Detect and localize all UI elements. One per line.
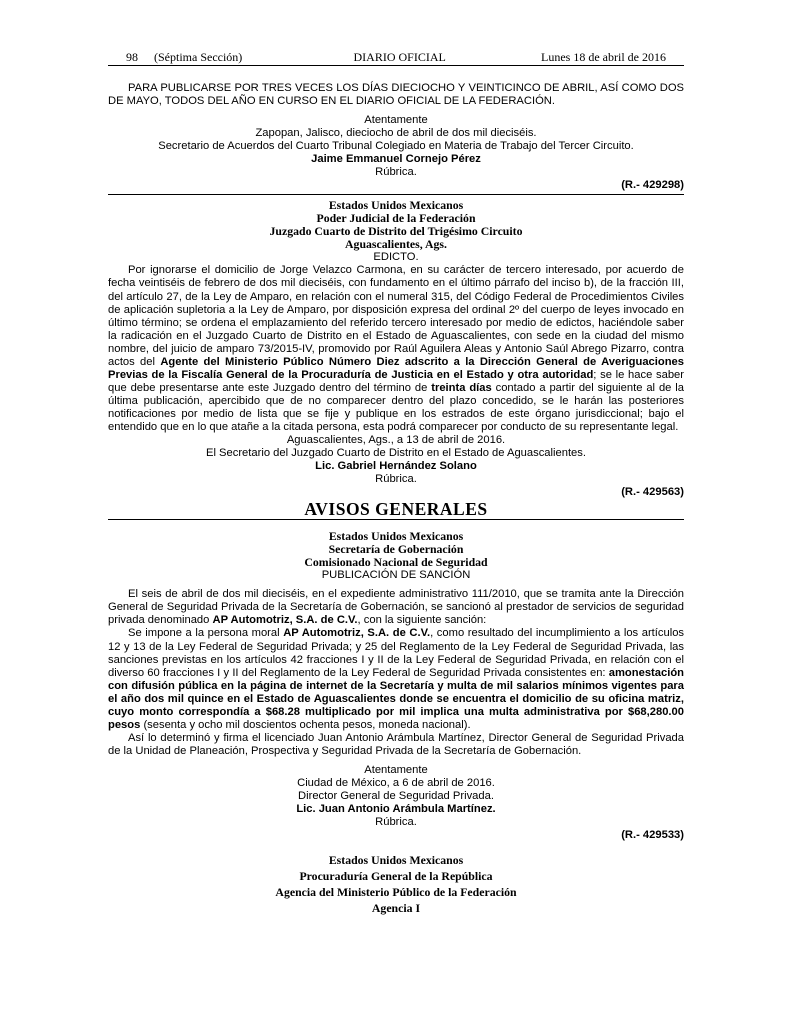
edict-text-bold-2: treinta días xyxy=(431,381,492,394)
divider xyxy=(108,194,684,195)
publish-instruction: PARA PUBLICARSE POR TRES VECES LOS DÍAS DIECIOCHO Y VEINTICINCO DE ABRIL, ASÍ COMO DOS DE MAYO, TODOS DEL AÑO EN CURSO EN EL DIARIO OFICIAL DE LA FEDERACIÓN. xyxy=(108,82,684,108)
sanction-paragraph-3: Así lo determinó y firma el licenciado Juan Antonio Arámbula Martínez, Director General de Seguridad Privada de la Unidad de Planeación, Prospectiva y Seguridad Privada de la Secretaría de Gobernación. xyxy=(108,731,684,757)
signer-role: El Secretario del Juzgado Cuarto de Distrito en el Estado de Aguascalientes. xyxy=(206,447,586,460)
issuer-city: Aguascalientes, Ags. xyxy=(345,237,447,252)
header-left xyxy=(126,50,258,65)
sanction-text-2: , con la siguiente sanción: xyxy=(357,614,487,627)
page xyxy=(108,48,684,916)
issue-date: Lunes 18 de abril de 2016 xyxy=(541,50,666,64)
edict-text-bold-1: Agente del Ministerio Público Número Diez adscrito a la Dirección General de Averiguaciones Previas de la Fiscalía General de la Procuraduría de Justicia en el Estado y otra autoridad xyxy=(108,355,684,381)
edict-text-3: contado a partir del siguiente al de la última publicación, apercibido que de no comparecer dentro del plazo concedido, se le harán las posteriores notificaciones por medio de lista que se fije y publique en los estrados de este órgano jurisdiccional; bajo el entendido que en lo que atañe a la citada persona, esta podrá comparecer por conducto de su representante legal. xyxy=(108,381,684,433)
reference-number: (R.- 429563) xyxy=(621,486,684,499)
signer-role: Director General de Seguridad Privada. xyxy=(298,790,494,803)
place-date: Aguascalientes, Ags., a 13 de abril de 2016. xyxy=(286,434,506,447)
company-name: AP Automotriz, S.A. de C.V. xyxy=(212,614,358,627)
company-name: AP Automotriz, S.A. de C.V. xyxy=(283,627,431,640)
page-header xyxy=(108,48,684,66)
issuer-office: Comisionado Nacional de Seguridad xyxy=(304,555,488,570)
signature-note: Rúbrica. xyxy=(375,473,417,486)
sanction-text-5: (sesenta y ocho mil doscientos ochenta pesos, moneda nacional). xyxy=(140,718,471,731)
page-number: 98 xyxy=(126,50,138,64)
section-title: AVISOS GENERALES xyxy=(304,499,488,520)
signer-name: Lic. Juan Antonio Arámbula Martínez. xyxy=(296,803,496,816)
signer-role: Secretario de Acuerdos del Cuarto Tribunal Colegiado en Materia de Trabajo del Tercer Circuito. xyxy=(158,140,634,153)
notice-title: EDICTO. xyxy=(373,251,419,264)
issuer-country: Estados Unidos Mexicanos xyxy=(328,198,464,213)
signature-note: Rúbrica. xyxy=(375,166,417,179)
issuer-branch: Poder Judicial de la Federación xyxy=(316,211,476,226)
reference-number: (R.- 429298) xyxy=(621,179,684,192)
sanction-penalty: amonestación con difusión pública en la página de internet de la Secretaría y multa de mil salarios mínimos vigentes para el año dos mil quince en el Estado de Aguascalientes donde se encuentra el domicilio de su oficina matriz, cuyo monto correspondía a $68.28 multiplicado por mil implica una multa administrativa por $68,280.00 pesos xyxy=(108,666,684,731)
issuer-agency: Procuraduría General de la República xyxy=(299,869,493,884)
closing-atentamente: Atentamente xyxy=(364,763,428,776)
notice-title: PUBLICACIÓN DE SANCIÓN xyxy=(321,569,471,582)
sanction-text-1: El seis de abril de dos mil dieciséis, en el expediente administrativo 111/2010, que se tramita ante la Dirección General de Seguridad Privada de la Secretaría de Gobernación, se sancionó al prestador de servicios de seguridad privada denominado xyxy=(108,588,684,627)
issuer-court: Juzgado Cuarto de Distrito del Trigésimo Circuito xyxy=(269,224,523,239)
issuer-office: Agencia del Ministerio Público de la Federación xyxy=(275,885,517,900)
edict-text-1: Por ignorarse el domicilio de Jorge Velazco Carmona, en su carácter de tercero interesado, por acuerdo de fecha veintiséis de febrero de dos mil dieciséis, con fundamento en el último párrafo del inciso b), de la fracción III, del artículo 27, de la Ley de Amparo, en relación con el numeral 315, del Código Federal de Procedimientos Civiles de aplicación supletoria a la Ley de Amparo, por disposición expresa del ordinal 2º del cuerpo de leyes invocado en último término; se ordena el emplazamiento del referido tercero interesado por medio de edictos, haciéndole saber la radicación en el Juzgado Cuarto de Distrito en el Estado de Aguascalientes, con sede en la ciudad del mismo nombre, del juicio de amparo 73/2015-IV, promovido por Raúl Aguilera Aleas y Antonio Saúl Abrego Pizarro, contra actos del xyxy=(108,264,684,368)
issuer-ministry: Secretaría de Gobernación xyxy=(328,542,464,557)
section-label: (Séptima Sección) xyxy=(154,50,243,64)
signature-note: Rúbrica. xyxy=(375,816,417,829)
issuer-country: Estados Unidos Mexicanos xyxy=(328,853,464,868)
sanction-text-3: Se impone a la persona moral xyxy=(128,627,284,640)
issuer-unit: Agencia I xyxy=(371,901,421,916)
sanction-paragraph-1 xyxy=(108,588,684,627)
sanction-text-4: , como resultado del incumplimiento a los artículos 12 y 13 de la Ley Federal de Seguridad Privada; y 25 del Reglamento de la Ley Federal de Seguridad Privada, las sanciones previstas en los artículos 42 fracciones I y II de la Ley Federal de Seguridad Privada, en relación con el diverso 60 fracciones I y II del Reglamento de la Ley Federal de Seguridad Privada consistentes en: xyxy=(108,627,685,679)
signer-name: Lic. Gabriel Hernández Solano xyxy=(315,460,477,473)
section-divider xyxy=(108,519,684,520)
signer-name: Jaime Emmanuel Cornejo Pérez xyxy=(311,153,481,166)
page-content xyxy=(108,82,684,916)
place-date: Zapopan, Jalisco, dieciocho de abril de dos mil dieciséis. xyxy=(255,127,537,140)
closing-atentamente: Atentamente xyxy=(364,114,428,127)
issuer-country: Estados Unidos Mexicanos xyxy=(328,529,464,544)
edict-body xyxy=(108,264,684,434)
edict-text-2: ; se le hace saber que debe presentarse ante este Juzgado dentro del término de xyxy=(108,368,685,394)
sanction-paragraph-2 xyxy=(108,627,684,731)
reference-number: (R.- 429533) xyxy=(621,829,684,842)
place-date: Ciudad de México, a 6 de abril de 2016. xyxy=(297,776,495,789)
journal-name: DIARIO OFICIAL xyxy=(353,50,446,64)
